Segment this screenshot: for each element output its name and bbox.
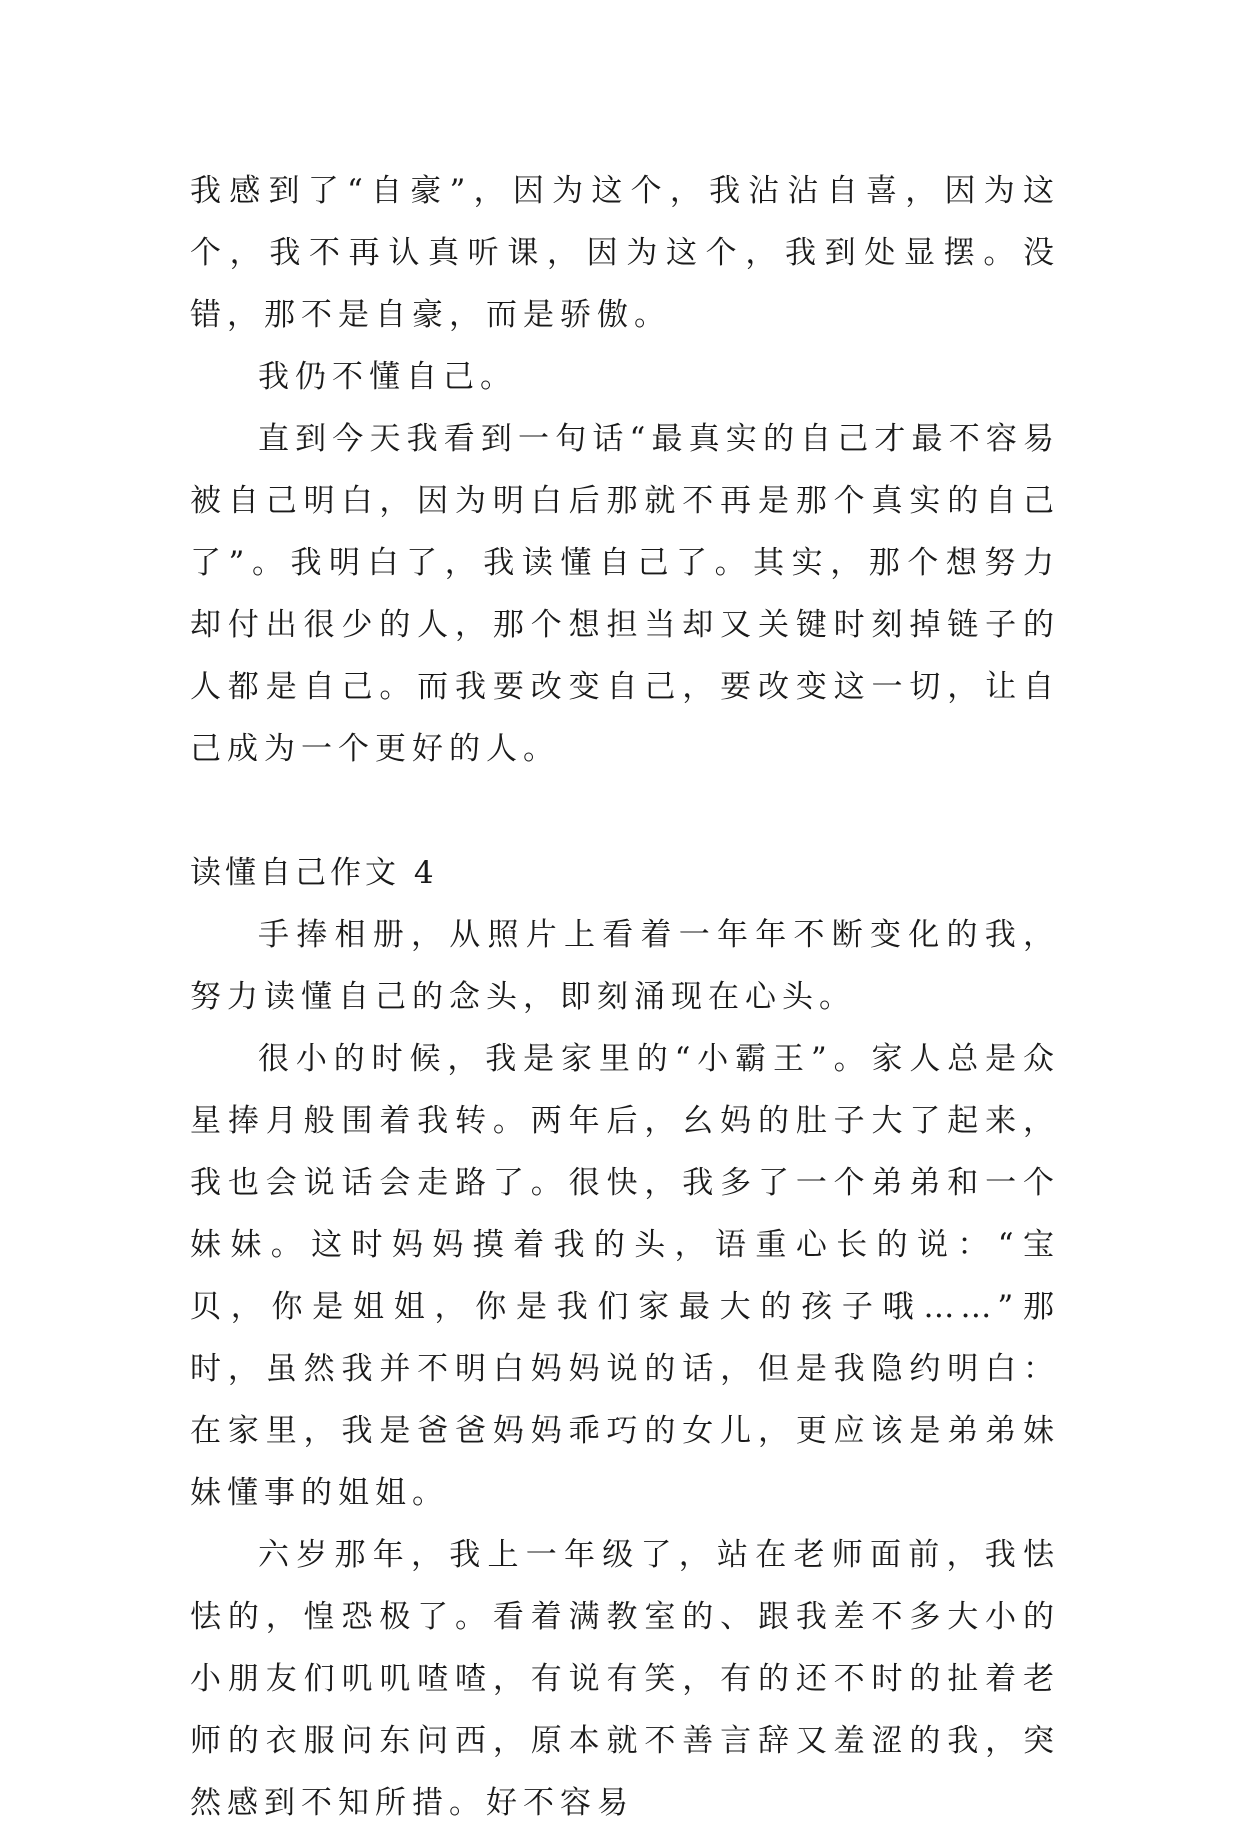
- paragraph-5: 很小的时候，我是家里的“小霸王”。家人总是众星捧月般围着我转。两年后，幺妈的肚子大了起来，我也会说话会走路了。很快，我多了一个弟弟和一个妹妹。这时妈妈摸着我的头，语重心长的说：“宝贝，你是姐姐，你是我们家最大的孩子哦……”那时，虽然我并不明白妈妈说的话，但是我隐约明白：在家里，我是爸爸妈妈乖巧的女儿，更应该是弟弟妹妹懂事的姐姐。: [190, 1041, 1060, 1511]
- document-body: [190, 160, 1060, 1834]
- paragraph-4: 手捧相册，从照片上看着一年年不断变化的我，努力读懂自己的念头，即刻涌现在心头。: [190, 917, 1060, 1015]
- section-heading: 读懂自己作文 4: [190, 855, 438, 891]
- paragraph-2: 我仍不懂自己。: [258, 359, 517, 395]
- paragraph-3: 直到今天我看到一句话“最真实的自己才最不容易被自己明白，因为明白后那就不再是那个真实的自己了”。我明白了，我读懂自己了。其实，那个想努力却付出很少的人，那个想担当却又关键时刻掉链子的人都是自己。而我要改变自己，要改变这一切，让自己成为一个更好的人。: [190, 421, 1060, 767]
- paragraph-1: 我感到了“自豪”，因为这个，我沾沾自喜，因为这个，我不再认真听课，因为这个，我到处显摆。没错，那不是自豪，而是骄傲。: [190, 173, 1060, 333]
- paragraph-6: 六岁那年，我上一年级了，站在老师面前，我怯怯的，惶恐极了。看着满教室的、跟我差不多大小的小朋友们叽叽喳喳，有说有笑，有的还不时的扯着老师的衣服问东问西，原本就不善言辞又羞涩的我，突然感到不知所措。好不容易: [190, 1537, 1060, 1821]
